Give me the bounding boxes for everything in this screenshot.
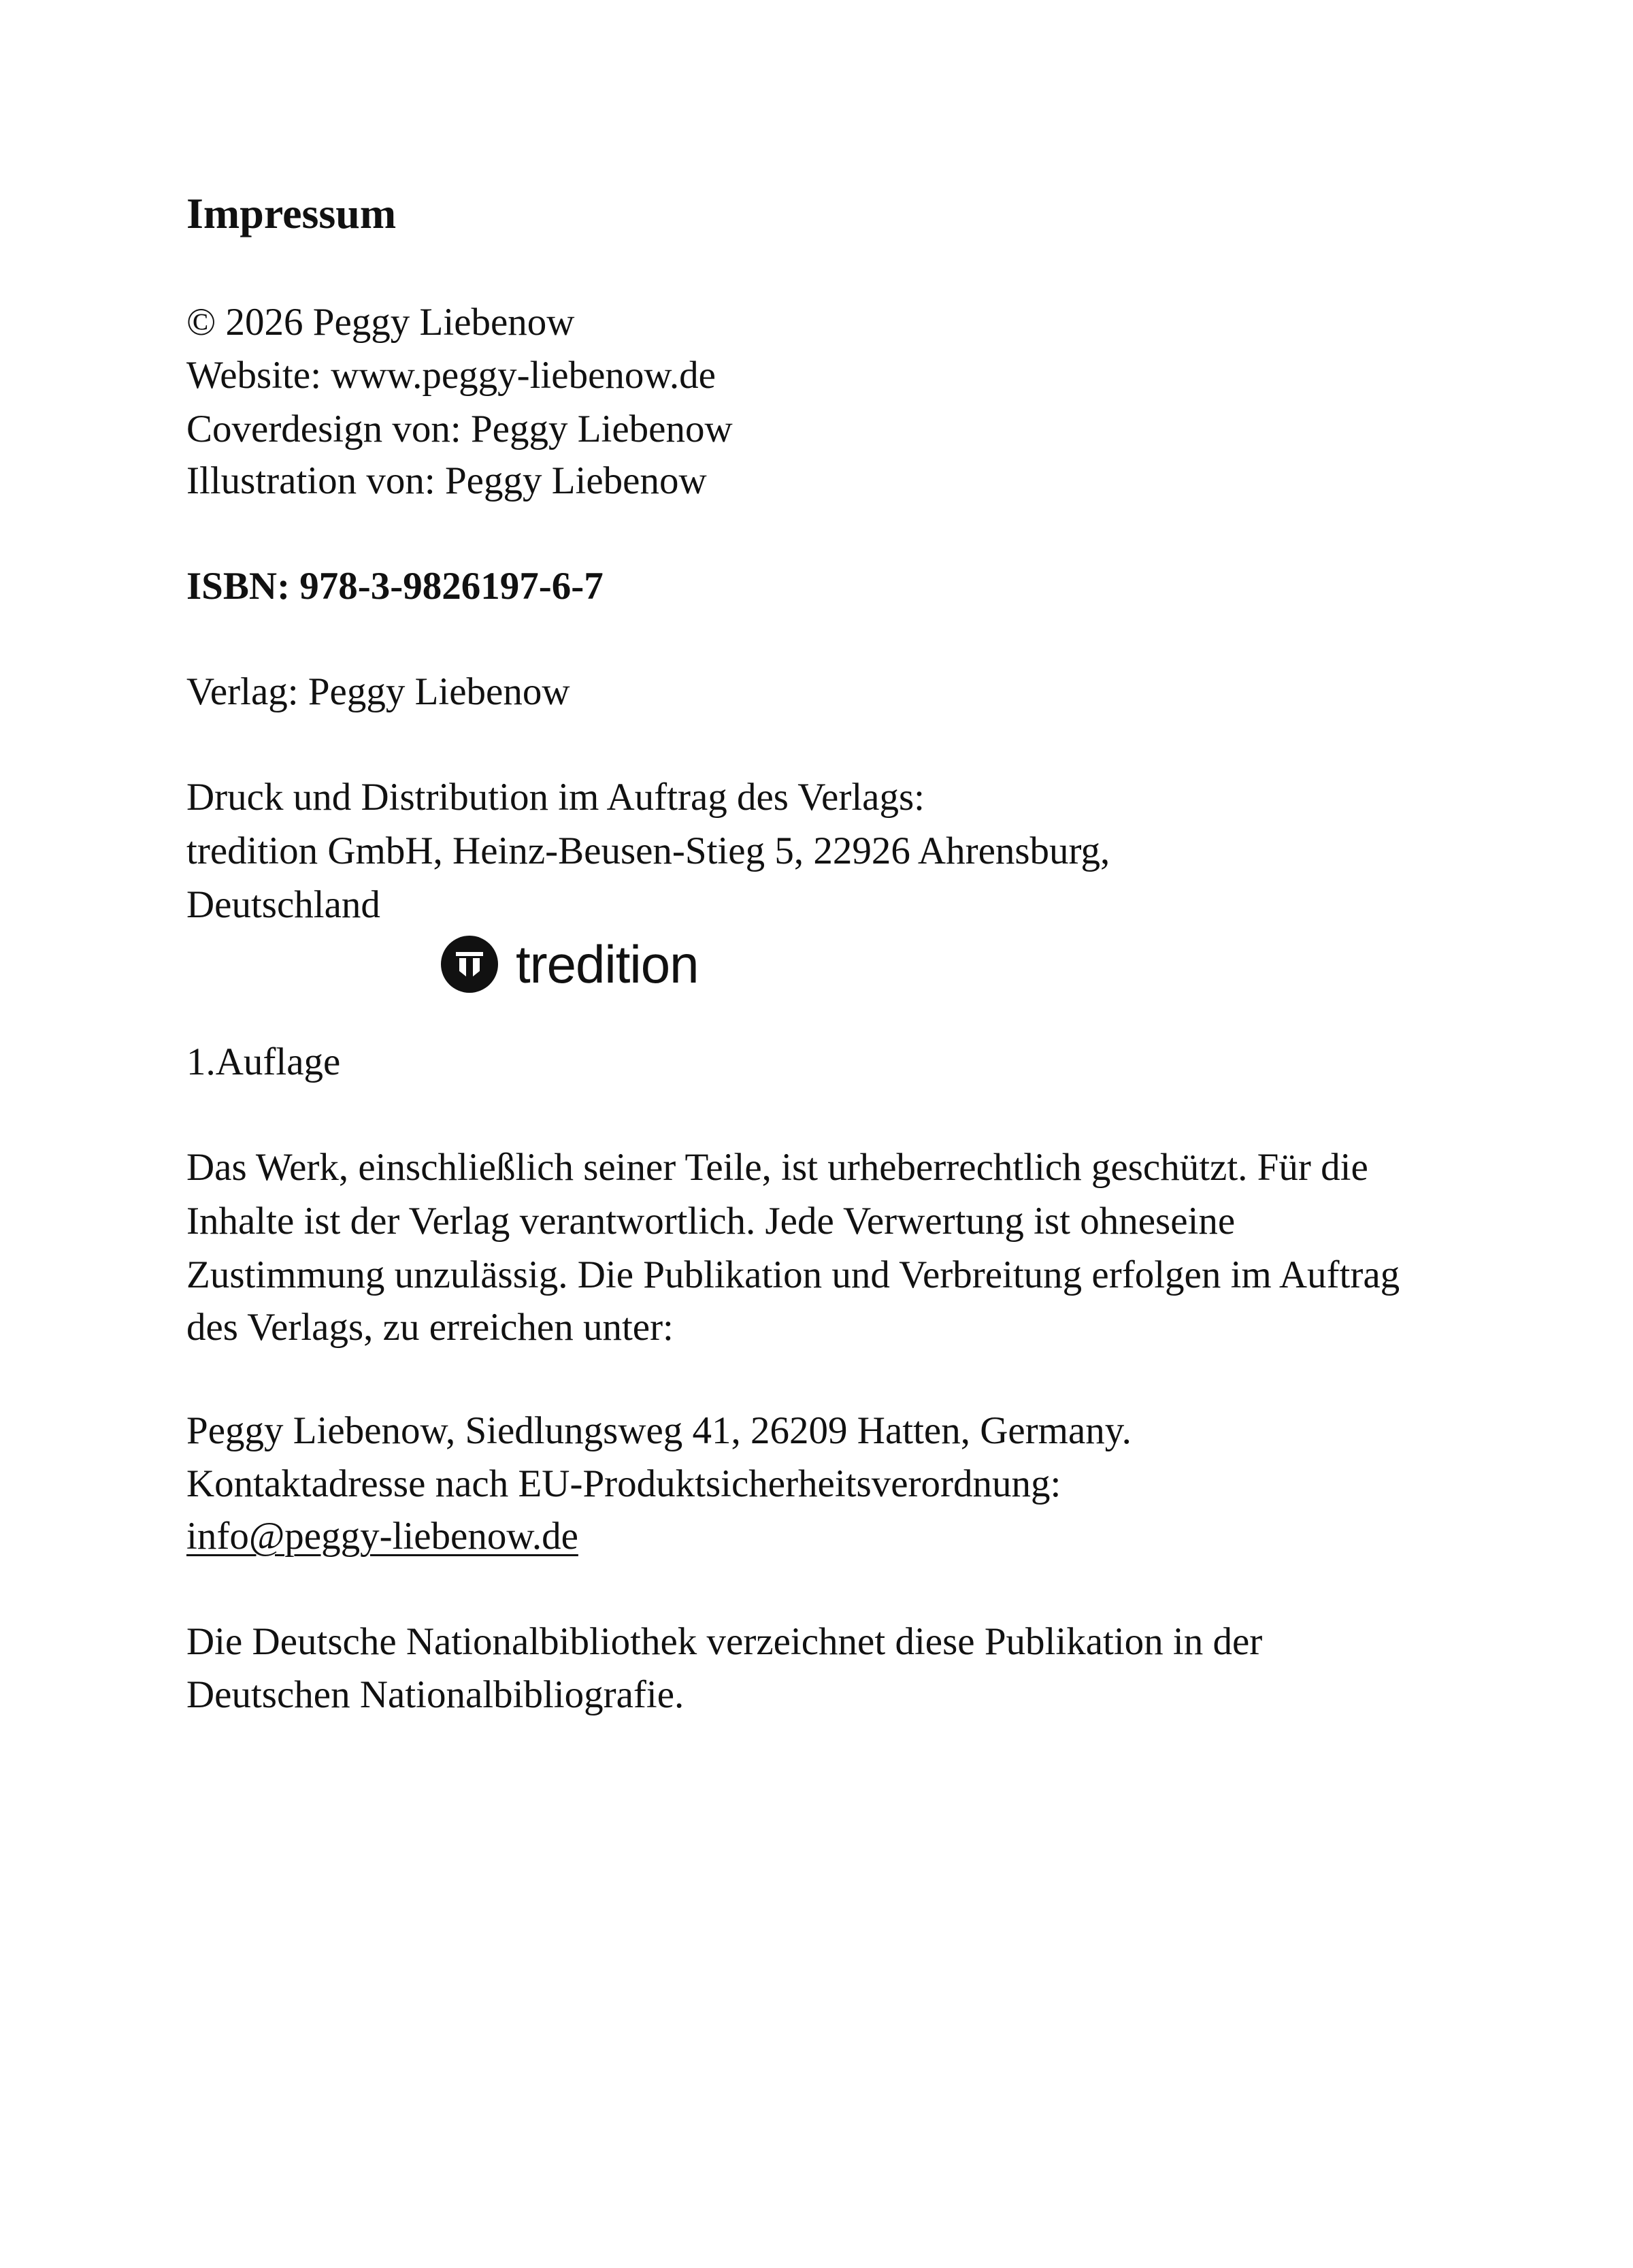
copyright-line: © 2026 Peggy Liebenow <box>186 301 575 344</box>
rights-line: Inhalte ist der Verlag verantwortlich. Jede Verwertung ist ohneseine <box>186 1200 1236 1243</box>
print-line: Druck und Distribution im Auftrag des Verlags: <box>186 776 925 819</box>
website-line: Website: www.peggy-liebenow.de <box>186 354 716 397</box>
contact-address: Peggy Liebenow, Siedlungsweg 41, 26209 Hatten, Germany. <box>186 1409 1132 1452</box>
tredition-logo-icon <box>441 936 498 993</box>
tredition-logo-text: tredition <box>516 934 699 994</box>
edition-line: 1.Auflage <box>186 1040 341 1083</box>
email-link[interactable]: info@peggy-liebenow.de <box>186 1515 578 1558</box>
rights-line: Zustimmung unzulässig. Die Publikation und Verbreitung erfolgen im Auftrag <box>186 1253 1400 1296</box>
page-title: Impressum <box>186 189 397 237</box>
dnb-line: Die Deutsche Nationalbibliothek verzeichnet diese Publikation in der <box>186 1620 1263 1663</box>
coverdesign-line: Coverdesign von: Peggy Liebenow <box>186 408 733 450</box>
publisher-line: Verlag: Peggy Liebenow <box>186 670 570 713</box>
print-address-line: tredition GmbH, Heinz-Beusen-Stieg 5, 22926 Ahrensburg, <box>186 829 1110 872</box>
print-country-line: Deutschland <box>186 883 380 926</box>
dnb-line: Deutschen Nationalbibliografie. <box>186 1673 684 1716</box>
tredition-logo <box>441 934 699 995</box>
rights-line: Das Werk, einschließlich seiner Teile, ist urheberrechtlich geschützt. Für die <box>186 1146 1368 1189</box>
isbn: ISBN: 978-3-9826197-6-7 <box>186 565 604 608</box>
illustration-line: Illustration von: Peggy Liebenow <box>186 459 707 502</box>
contact-label: Kontaktadresse nach EU-Produktsicherheitsverordnung: <box>186 1462 1061 1505</box>
rights-line: des Verlags, zu erreichen unter: <box>186 1306 674 1349</box>
